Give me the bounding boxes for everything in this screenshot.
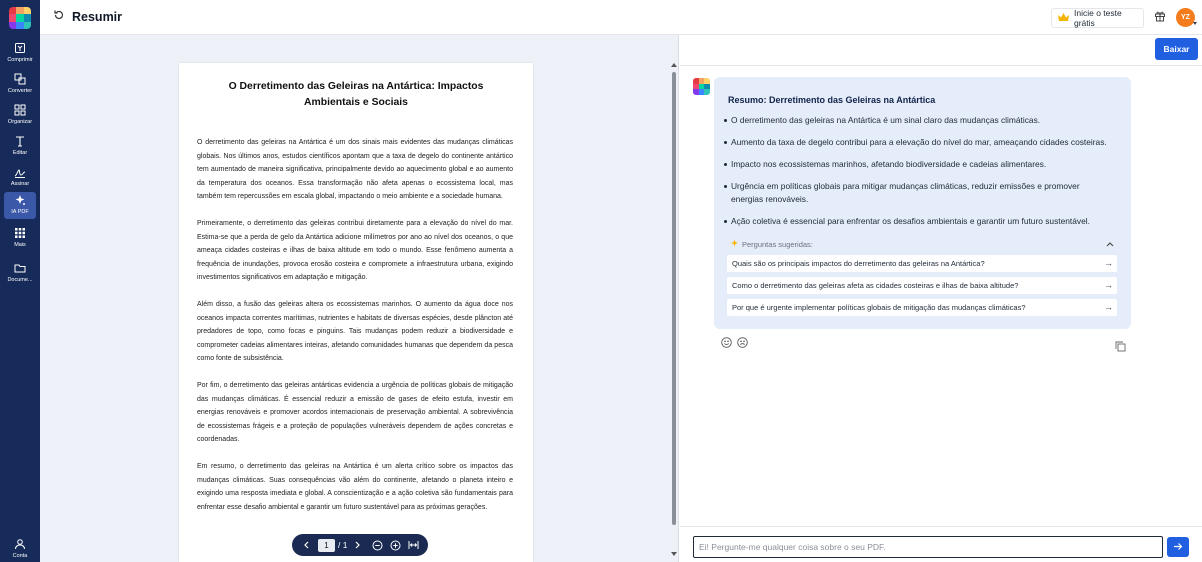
sidebar-item-label: Conta	[12, 553, 28, 559]
sidebar-item-label: Docume...	[7, 277, 33, 283]
ai-sparkle-icon	[13, 193, 27, 207]
signature-icon	[13, 165, 27, 179]
pdf-page	[179, 63, 533, 562]
edit-text-icon	[13, 134, 27, 148]
next-page-button[interactable]	[350, 538, 364, 552]
undo-icon	[53, 8, 65, 26]
sidebar-item-organize[interactable]	[4, 102, 36, 129]
document-body	[197, 136, 513, 528]
sidebar-item-documents[interactable]	[4, 260, 36, 287]
convert-icon	[13, 72, 27, 86]
sidebar-item-convert[interactable]	[4, 71, 36, 98]
summary-point: Urgência em políticas globais para mitigar mudanças climáticas, reduzir emissões e promover energias renováveis.	[724, 180, 1114, 206]
arrow-right-icon: →	[1104, 258, 1113, 268]
summary-point: Ação coletiva é essencial para enfrentar os desafios ambientais e garantir um futuro sustentável.	[724, 215, 1114, 228]
compress-icon	[13, 41, 27, 55]
sidebar-item-label: Mais	[14, 242, 26, 248]
app-logo[interactable]	[9, 7, 31, 29]
sidebar-item-more[interactable]	[4, 225, 36, 252]
summary-message	[714, 77, 1131, 329]
divider	[680, 526, 1202, 527]
organize-icon	[13, 103, 27, 117]
suggested-question[interactable]	[727, 299, 1117, 316]
copy-icon	[1115, 339, 1126, 356]
chat-input[interactable]	[693, 536, 1163, 558]
back-button[interactable]	[50, 8, 68, 26]
prev-page-button[interactable]	[300, 538, 314, 552]
pdf-viewer	[40, 35, 679, 562]
page-title: Resumir	[72, 10, 123, 24]
divider	[680, 65, 1202, 66]
chevron-down-icon[interactable]	[1193, 22, 1197, 25]
thumbs-up-button[interactable]	[720, 338, 732, 350]
ai-assistant-icon	[693, 78, 710, 95]
page-total: / 1	[338, 540, 348, 550]
suggested-question-text: Por que é urgente implementar políticas globais de mitigação das mudanças climáticas?	[732, 303, 1026, 312]
sidebar-item-ai-pdf[interactable]	[4, 192, 36, 219]
summary-title: Resumo: Derretimento das Geleiras na Antártica	[728, 95, 936, 105]
sidebar-item-label: Converter	[7, 88, 33, 94]
arrow-right-icon: →	[1104, 280, 1113, 290]
sidebar-item-label: Assinar	[10, 181, 30, 187]
crown-icon	[1057, 12, 1070, 24]
pdf-scrollbar[interactable]	[672, 72, 676, 525]
summary-point: Aumento da taxa de degelo contribui para a elevação do nível do mar, ameaçando cidades costeiras.	[724, 136, 1114, 149]
scroll-up-arrow[interactable]	[671, 63, 677, 67]
summary-list	[724, 114, 1114, 237]
thumbs-down-button[interactable]	[736, 338, 748, 350]
suggested-question[interactable]	[727, 277, 1117, 294]
grid-icon	[13, 226, 27, 240]
download-button[interactable]: Baixar	[1155, 38, 1198, 60]
sidebar-item-compress[interactable]	[4, 40, 36, 67]
suggested-question[interactable]	[727, 255, 1117, 272]
copy-button[interactable]	[1115, 339, 1126, 350]
sidebar	[0, 0, 40, 562]
sparkle-icon	[730, 239, 739, 250]
sidebar-item-label: IA PDF	[11, 209, 29, 215]
zoom-in-button[interactable]	[388, 538, 402, 552]
avatar[interactable]: YZ	[1176, 8, 1195, 27]
document-title: O Derretimento das Geleiras na Antártica: Impactos Ambientais e Sociais	[228, 81, 484, 108]
suggested-question-text: Quais são os principais impactos do derretimento das geleiras na Antártica?	[732, 259, 985, 268]
sidebar-item-account[interactable]	[4, 536, 36, 562]
document-paragraph: Por fim, o derretimento das geleiras antárticas evidencia a urgência de políticas globais de mitigação das mudanças climáticas. É essencial reduzir a emissão de gases de efeito estufa, investir em energias renováveis e promover acordos internacionais de preservação ambiental. A sobrevivência de ecossistemas frágeis e a proteção de populações vulneráveis dependem de ações concretas e coordenadas.	[197, 382, 513, 443]
gift-button[interactable]	[1152, 9, 1168, 27]
send-button[interactable]	[1167, 537, 1189, 557]
arrow-right-icon: →	[1104, 302, 1113, 312]
summary-point: O derretimento das geleiras na Antártica é um sinal claro das mudanças climáticas.	[724, 114, 1114, 127]
suggested-questions-label: Perguntas sugeridas:	[742, 239, 813, 249]
start-trial-label: Inicie o teste grátis	[1074, 8, 1122, 28]
sidebar-item-edit[interactable]	[4, 133, 36, 160]
scroll-down-arrow[interactable]	[671, 552, 677, 556]
suggested-questions-header[interactable]	[730, 238, 1116, 250]
sad-face-icon	[737, 335, 748, 353]
folder-icon	[13, 261, 27, 275]
suggested-question-text: Como o derretimento das geleiras afeta as cidades costeiras e ilhas de baixa altitude?	[732, 281, 1019, 290]
start-trial-button[interactable]	[1051, 8, 1144, 28]
document-paragraph: Primeiramente, o derretimento das geleiras contribui diretamente para a elevação do nível do mar. Estima-se que a perda de gelo da Antártica adicione milímetros por ano ao nível dos oceanos, o que ameaça cidades costeiras e ilhas de baixa altitude em todo o mundo. Esse fenômeno aumenta a frequência de inundações, provoca erosão costeira e compromete a infraestrutura urbana, exigindo investimentos significativos em adaptação e mitigação.	[197, 220, 513, 281]
page-number-input[interactable]: 1	[318, 539, 335, 552]
summary-point: Impacto nos ecossistemas marinhos, afetando biodiversidade e cadeias alimentares.	[724, 158, 1114, 171]
document-paragraph: O derretimento das geleiras na Antártica é um dos sinais mais evidentes das mudanças climáticas globais. Nos últimos anos, estudos científicos apontam que a taxa de degelo do continente antártico tem aumentado de maneira significativa, principalmente devido ao aquecimento global e ao aumento da temperatura dos oceanos. Essa transformação não afeta apenas o ecossistema local, mas também tem repercussões em escala global, impactando o meio ambiente e a sociedade humana.	[197, 139, 513, 200]
sidebar-item-label: Organizar	[7, 119, 33, 125]
fit-width-button[interactable]	[406, 538, 420, 552]
sidebar-item-sign[interactable]	[4, 164, 36, 191]
gift-icon	[1154, 9, 1166, 27]
chevron-up-icon[interactable]	[1106, 240, 1114, 249]
top-bar	[40, 0, 1202, 35]
happy-face-icon	[721, 335, 732, 353]
document-paragraph: Em resumo, o derretimento das geleiras na Antártica é um alerta crítico sobre os impactos das mudanças climáticas. Suas consequências vão além do continente, afetando o planeta inteiro e exigindo uma resposta imediata e global. A conscientização e a ação coletiva são fundamentais para enfrentar esse desafio ambiental e garantir um futuro sustentável para as próximas gerações.	[197, 463, 513, 511]
sidebar-item-label: Comprimir	[7, 57, 33, 63]
sidebar-item-label: Editar	[12, 150, 28, 156]
page-navigator	[292, 534, 428, 556]
send-arrow-icon	[1173, 538, 1183, 556]
document-paragraph: Além disso, a fusão das geleiras altera os ecossistemas marinhos. O aumento da água doce nos oceanos impacta correntes marítimas, nutrientes e habitats de diversas espécies, desde plâncton até predadores de topo, como focas e pinguins. Tais mudanças podem reduzir a biodiversidade e comprometer cadeias alimentares inteiras, afetando comunidades humanas que dependem da pesca como fonte de subsistência.	[197, 301, 513, 362]
ai-chat-panel	[680, 35, 1202, 562]
user-icon	[13, 537, 27, 551]
zoom-out-button[interactable]	[370, 538, 384, 552]
